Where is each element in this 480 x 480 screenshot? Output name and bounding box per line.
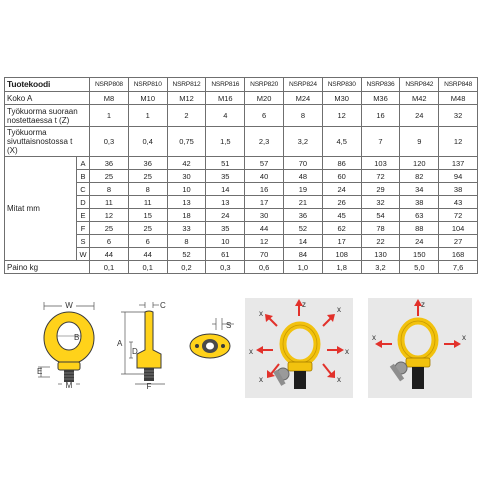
column-header: NSRP836	[361, 78, 400, 92]
table-cell: 6	[90, 235, 129, 248]
row-label-line: nostettaessa t (Z)	[7, 115, 70, 125]
table-cell: 1,0	[284, 261, 323, 274]
table-cell: 14	[284, 235, 323, 248]
table-cell: 45	[322, 209, 361, 222]
dimension-key: D	[77, 196, 90, 209]
table-cell: 36	[128, 157, 167, 170]
load-label-x: x	[259, 309, 263, 318]
table-cell: 11	[128, 196, 167, 209]
table-cell: 48	[284, 170, 323, 183]
table-cell: 9	[400, 127, 439, 157]
dimension-label-a: A	[117, 339, 123, 348]
table-cell: M30	[322, 92, 361, 105]
table-cell: 137	[439, 157, 478, 170]
table-cell: 33	[167, 222, 206, 235]
column-header: NSRP824	[284, 78, 323, 92]
table-cell: 30	[245, 209, 284, 222]
table-cell: 12	[90, 209, 129, 222]
product-code-header: Tuotekoodi	[5, 78, 90, 92]
table-cell: 70	[284, 157, 323, 170]
table-cell: 1,5	[206, 127, 245, 157]
table-cell: 8	[90, 183, 129, 196]
table-cell: 22	[361, 235, 400, 248]
load-label-x: x	[337, 375, 341, 384]
table-cell: 24	[400, 105, 439, 127]
load-label-x: x	[259, 375, 263, 384]
table-row-side-load	[5, 127, 478, 157]
table-cell: 8	[128, 183, 167, 196]
table-cell: 13	[206, 196, 245, 209]
load-label-x: x	[249, 347, 253, 356]
table-cell: 44	[245, 222, 284, 235]
table-cell: 0,2	[167, 261, 206, 274]
table-cell: 32	[361, 196, 400, 209]
row-label: Mitat mm	[5, 157, 77, 261]
dimension-key: S	[77, 235, 90, 248]
load-label-z: z	[302, 300, 306, 309]
table-cell: 4	[206, 105, 245, 127]
table-cell: 10	[167, 183, 206, 196]
table-cell: 78	[361, 222, 400, 235]
dimension-key: F	[77, 222, 90, 235]
table-cell: 8	[167, 235, 206, 248]
row-label	[5, 105, 90, 127]
table-row-axial-load	[5, 105, 478, 127]
table-cell: 54	[361, 209, 400, 222]
dimension-key: A	[77, 157, 90, 170]
table-cell: 19	[284, 183, 323, 196]
row-label-line: (X)	[7, 146, 18, 155]
table-cell: 6	[128, 235, 167, 248]
table-cell: 120	[400, 157, 439, 170]
table-cell: 103	[361, 157, 400, 170]
table-cell: M16	[206, 92, 245, 105]
table-cell: 30	[167, 170, 206, 183]
table-cell: 168	[439, 248, 478, 261]
table-cell: M36	[361, 92, 400, 105]
load-label-x: x	[462, 333, 466, 342]
table-cell: 24	[206, 209, 245, 222]
row-label-line: Työkuorma	[7, 128, 47, 137]
table-header-row	[5, 78, 478, 92]
table-cell: 7	[361, 127, 400, 157]
table-cell: 12	[245, 235, 284, 248]
table-cell: M20	[245, 92, 284, 105]
dimension-label-m: M	[65, 381, 73, 390]
table-cell: 12	[322, 105, 361, 127]
table-cell: 0,3	[206, 261, 245, 274]
table-cell: 72	[361, 170, 400, 183]
table-cell: 88	[400, 222, 439, 235]
table-cell: 43	[439, 196, 478, 209]
table-cell: 44	[128, 248, 167, 261]
table-cell: 0,75	[167, 127, 206, 157]
table-cell: 8	[284, 105, 323, 127]
table-cell: 34	[400, 183, 439, 196]
table-cell: M24	[284, 92, 323, 105]
dimension-label-f: F	[146, 382, 152, 390]
table-cell: 42	[167, 157, 206, 170]
table-cell: 2	[167, 105, 206, 127]
table-row-dim-a	[5, 157, 478, 170]
eyebolt-load-photo-1	[245, 298, 353, 398]
table-cell: 12	[439, 127, 478, 157]
table-cell: 6	[245, 105, 284, 127]
table-row-weight	[5, 261, 478, 274]
table-cell: 13	[167, 196, 206, 209]
table-cell: 10	[206, 235, 245, 248]
table-cell: 24	[400, 235, 439, 248]
eyebolt-front-drawing	[36, 298, 106, 390]
table-cell: 38	[439, 183, 478, 196]
dimension-key: C	[77, 183, 90, 196]
table-cell: 3,2	[361, 261, 400, 274]
load-label-z: z	[421, 300, 425, 309]
table-cell: M12	[167, 92, 206, 105]
table-cell: 18	[167, 209, 206, 222]
table-cell: 60	[322, 170, 361, 183]
table-cell: 25	[128, 170, 167, 183]
dimension-key: B	[77, 170, 90, 183]
table-cell: 26	[322, 196, 361, 209]
table-cell: 36	[284, 209, 323, 222]
table-cell: 29	[361, 183, 400, 196]
table-cell: 21	[284, 196, 323, 209]
table-cell: 52	[284, 222, 323, 235]
table-cell: 25	[128, 222, 167, 235]
table-cell: 104	[439, 222, 478, 235]
table-cell: 40	[245, 170, 284, 183]
table-cell: 11	[90, 196, 129, 209]
table-cell: 15	[128, 209, 167, 222]
column-header: NSRP810	[128, 78, 167, 92]
table-cell: 3,2	[284, 127, 323, 157]
table-cell: 0,3	[90, 127, 129, 157]
table-cell: 150	[400, 248, 439, 261]
table-cell: 5,0	[400, 261, 439, 274]
row-label: Koko A	[5, 92, 90, 105]
table-cell: 0,6	[245, 261, 284, 274]
table-cell: 1,8	[322, 261, 361, 274]
column-header: NSRP820	[245, 78, 284, 92]
table-cell: 0,1	[90, 261, 129, 274]
table-cell: M10	[128, 92, 167, 105]
table-cell: M8	[90, 92, 129, 105]
dimension-label-b: B	[74, 333, 80, 342]
table-cell: 24	[322, 183, 361, 196]
table-cell: 35	[206, 222, 245, 235]
table-cell: 130	[361, 248, 400, 261]
table-cell: 1	[128, 105, 167, 127]
table-cell: 51	[206, 157, 245, 170]
load-label-x: x	[372, 333, 376, 342]
table-cell: 25	[90, 170, 129, 183]
load-label-x: x	[337, 305, 341, 314]
table-cell: 2,3	[245, 127, 284, 157]
dimension-key: W	[77, 248, 90, 261]
table-cell: M42	[400, 92, 439, 105]
dimension-key: E	[77, 209, 90, 222]
table-cell: 44	[90, 248, 129, 261]
table-row-size	[5, 92, 478, 105]
column-header: NSRP830	[322, 78, 361, 92]
table-cell: 27	[439, 235, 478, 248]
column-header: NSRP842	[400, 78, 439, 92]
table-cell: 16	[361, 105, 400, 127]
table-cell: 70	[245, 248, 284, 261]
dimension-label-c: C	[160, 301, 166, 310]
row-label-line: Työkuorma suoraan	[7, 106, 78, 116]
table-cell: 63	[400, 209, 439, 222]
load-label-x: x	[345, 347, 349, 356]
table-cell: 0,4	[128, 127, 167, 157]
table-cell: 32	[439, 105, 478, 127]
table-cell: 61	[206, 248, 245, 261]
eyebolt-load-photo-2	[368, 298, 472, 398]
column-header: NSRP808	[90, 78, 129, 92]
dimension-label-w: W	[65, 301, 73, 310]
table-cell: 57	[245, 157, 284, 170]
dimension-label-e: E	[37, 367, 43, 376]
eyebolt-top-drawing	[186, 316, 236, 364]
table-cell: 62	[322, 222, 361, 235]
table-cell: 1	[90, 105, 129, 127]
table-cell: 17	[322, 235, 361, 248]
table-cell: 17	[245, 196, 284, 209]
table-cell: 38	[400, 196, 439, 209]
table-cell: M48	[439, 92, 478, 105]
row-label	[5, 127, 90, 157]
table-cell: 72	[439, 209, 478, 222]
table-cell: 86	[322, 157, 361, 170]
table-cell: 16	[245, 183, 284, 196]
row-label-line: sivuttaisnostossa t	[7, 137, 73, 146]
column-header: NSRP816	[206, 78, 245, 92]
table-cell: 108	[322, 248, 361, 261]
table-cell: 36	[90, 157, 129, 170]
table-cell: 7,6	[439, 261, 478, 274]
column-header: NSRP812	[167, 78, 206, 92]
table-cell: 52	[167, 248, 206, 261]
table-cell: 84	[284, 248, 323, 261]
row-label: Paino kg	[5, 261, 90, 274]
table-cell: 94	[439, 170, 478, 183]
dimension-label-d: D	[132, 347, 138, 356]
table-cell: 0,1	[128, 261, 167, 274]
column-header: NSRP848	[439, 78, 478, 92]
table-cell: 35	[206, 170, 245, 183]
table-cell: 25	[90, 222, 129, 235]
dimension-label-s: S	[226, 321, 232, 330]
table-cell: 14	[206, 183, 245, 196]
table-cell: 82	[400, 170, 439, 183]
table-cell: 4,5	[322, 127, 361, 157]
eyebolt-side-drawing	[115, 298, 185, 390]
spec-table	[4, 77, 478, 274]
